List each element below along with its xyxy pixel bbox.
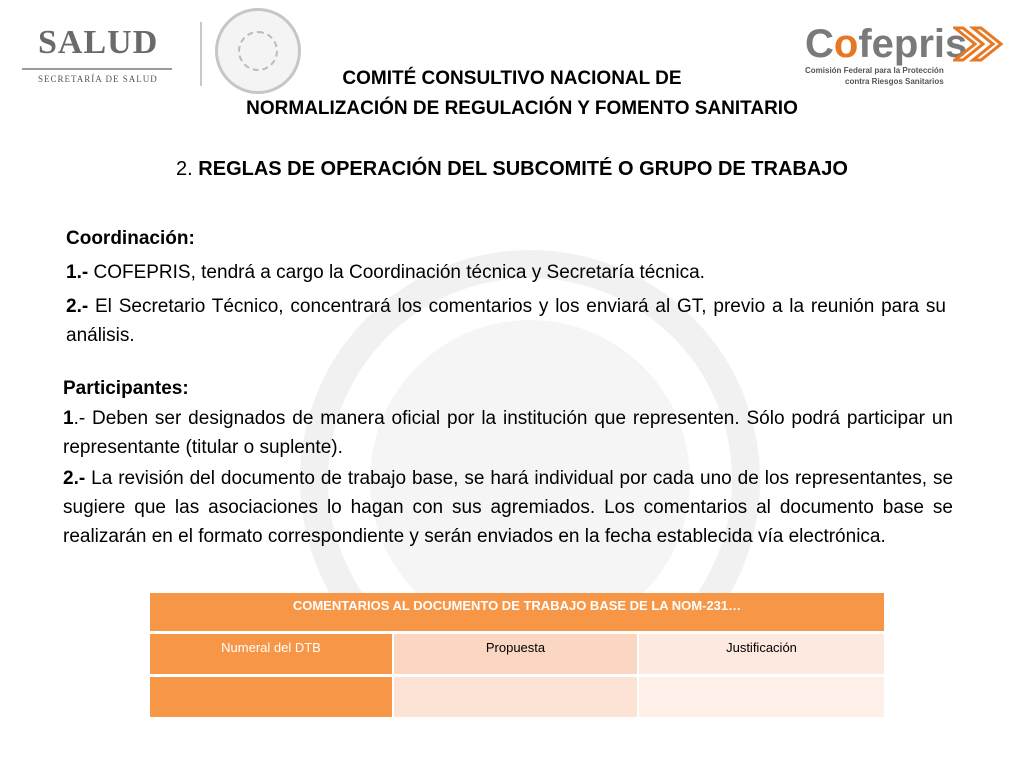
column-header-propuesta: Propuesta [394,634,639,674]
salud-logo-text: SALUD [38,24,159,61]
item-text: La revisión del documento de trabajo base, se hará individual por cada uno de los representantes, se sugiere que las asociaciones lo hagan con sus agremiados. Los comentarios al documento base se realizarán en el formato correspondiente y serán enviados en la fecha establecida vía electrónica. [63,468,954,547]
participantes-item-1 [63,404,953,462]
section-number: 2. [176,158,193,180]
section-heading [0,158,1024,181]
section-title: REGLAS DE OPERACIÓN DEL SUBCOMITÉ O GRUPO DE TRABAJO [198,158,848,180]
participantes-item-2 [63,464,953,551]
salud-logo-subtext: SECRETARÍA DE SALUD [38,74,158,84]
table-row [150,677,884,717]
item-number: 1.- [66,262,89,283]
item-number: 1 [63,408,74,429]
cofepris-logo-text: Cofepris [805,22,968,66]
cofepris-arrow-icon [953,26,1003,62]
item-text: El Secretario Técnico, concentrará los comentarios y los enviará al GT, previo a la reunión para su análisis. [66,296,946,346]
title-line-2: NORMALIZACIÓN DE REGULACIÓN Y FOMENTO SANITARIO [246,98,798,119]
cofepris-logo-sub2: contra Riesgos Sanitarios [845,77,944,86]
column-header-numeral: Numeral del DTB [150,634,394,674]
table-cell-numeral [150,677,394,717]
item-number: 2.- [63,468,86,489]
table-cell-justificacion [639,677,884,717]
cofepris-logo-sub1: Comisión Federal para la Protección [805,66,944,75]
item-text: COFEPRIS, tendrá a cargo la Coordinación técnica y Secretaría técnica. [93,262,705,283]
table-header-row [150,634,884,677]
table-cell-propuesta [394,677,639,717]
column-header-justificacion: Justificación [639,634,884,674]
comments-table [150,593,884,717]
item-text: .- Deben ser designados de manera oficial por la institución que representen. Sólo podrá participar un representante (titular o suplente). [63,408,953,458]
coordinacion-item-1 [66,258,946,287]
coordinacion-heading: Coordinación: [66,228,195,249]
item-number: 2.- [66,296,89,317]
coordinacion-item-2 [66,292,946,350]
comments-table-title: COMENTARIOS AL DOCUMENTO DE TRABAJO BASE DE LA NOM-231… [150,593,884,634]
participantes-heading: Participantes: [63,378,189,399]
title-line-1: COMITÉ CONSULTIVO NACIONAL DE [342,68,682,89]
